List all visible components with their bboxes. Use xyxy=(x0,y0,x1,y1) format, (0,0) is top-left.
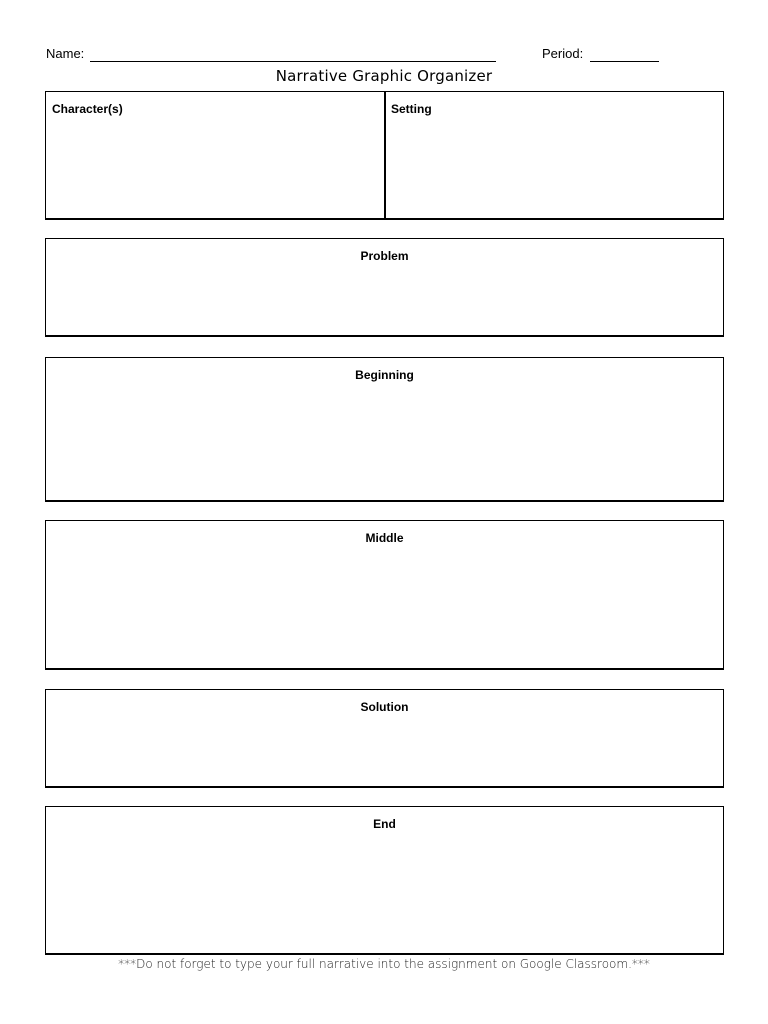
solution-label: Solution xyxy=(360,700,409,714)
problem-box xyxy=(45,238,724,337)
name-blank-line[interactable] xyxy=(90,61,496,62)
characters-label: Character(s) xyxy=(52,102,123,116)
problem-label: Problem xyxy=(360,249,409,263)
beginning-label: Beginning xyxy=(355,368,414,382)
middle-box xyxy=(45,520,724,670)
page-title: Narrative Graphic Organizer xyxy=(275,67,493,85)
period-label: Period: xyxy=(542,46,584,61)
beginning-box xyxy=(45,357,724,502)
end-box xyxy=(45,806,724,955)
column-divider xyxy=(384,92,386,218)
period-blank-line[interactable] xyxy=(590,61,659,62)
footer-note: ***Do not forget to type your full narrative into the assignment on Google Classroom.*** xyxy=(118,957,650,971)
middle-label: Middle xyxy=(365,531,404,545)
end-label: End xyxy=(373,817,396,831)
characters-setting-box xyxy=(45,91,724,220)
setting-label: Setting xyxy=(391,102,432,116)
name-label: Name: xyxy=(46,46,85,61)
solution-box xyxy=(45,689,724,788)
